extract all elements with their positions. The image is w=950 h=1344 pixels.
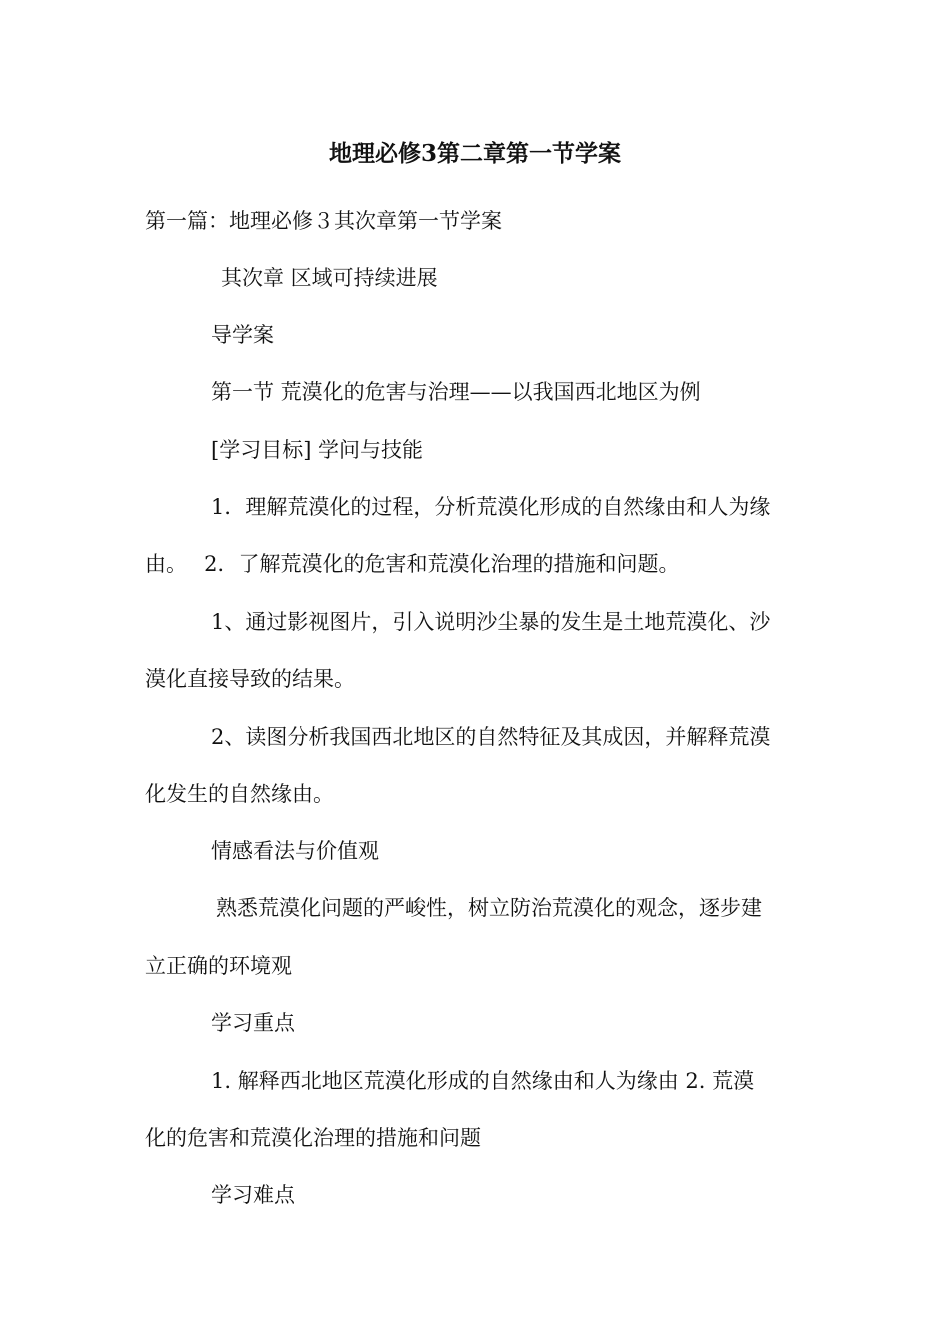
text-line: 化的危害和荒漠化治理的措施和问题 bbox=[145, 1126, 481, 1150]
text-line: 化发生的自然缘由。 bbox=[145, 782, 334, 806]
text-line: 导学案 bbox=[211, 323, 274, 347]
text-line: 1、通过影视图片，引入说明沙尘暴的发生是土地荒漠化、沙 bbox=[211, 610, 771, 634]
document-title: 地理必修3第二章第一节学案 bbox=[328, 140, 621, 167]
text-line: 漠化直接导致的结果。 bbox=[145, 667, 355, 691]
text-line: 学习重点 bbox=[211, 1011, 295, 1035]
text-line: 熟悉荒漠化问题的严峻性，树立防治荒漠化的观念，逐步建 bbox=[216, 896, 762, 920]
text-line: 立正确的环境观 bbox=[145, 954, 292, 978]
text-line: 1. 解释西北地区荒漠化形成的自然缘由和人为缘由 2. 荒漠 bbox=[211, 1069, 755, 1093]
text-line: 学习难点 bbox=[211, 1183, 295, 1207]
text-line: 其次章 区域可持续进展 bbox=[221, 266, 438, 290]
text-line: 由。 2．了解荒漠化的危害和荒漠化治理的措施和问题。 bbox=[145, 552, 680, 576]
text-line: [学习目标] 学问与技能 bbox=[211, 438, 424, 462]
text-line: 情感看法与价值观 bbox=[211, 839, 379, 863]
text-line: 2、读图分析我国西北地区的自然特征及其成因，并解释荒漠 bbox=[211, 725, 771, 749]
text-line: 1．理解荒漠化的过程，分析荒漠化形成的自然缘由和人为缘 bbox=[211, 495, 771, 519]
text-line: 第一篇：地理必修３其次章第一节学案 bbox=[145, 209, 502, 233]
text-line: 第一节 荒漠化的危害与治理——以我国西北地区为例 bbox=[211, 380, 701, 404]
